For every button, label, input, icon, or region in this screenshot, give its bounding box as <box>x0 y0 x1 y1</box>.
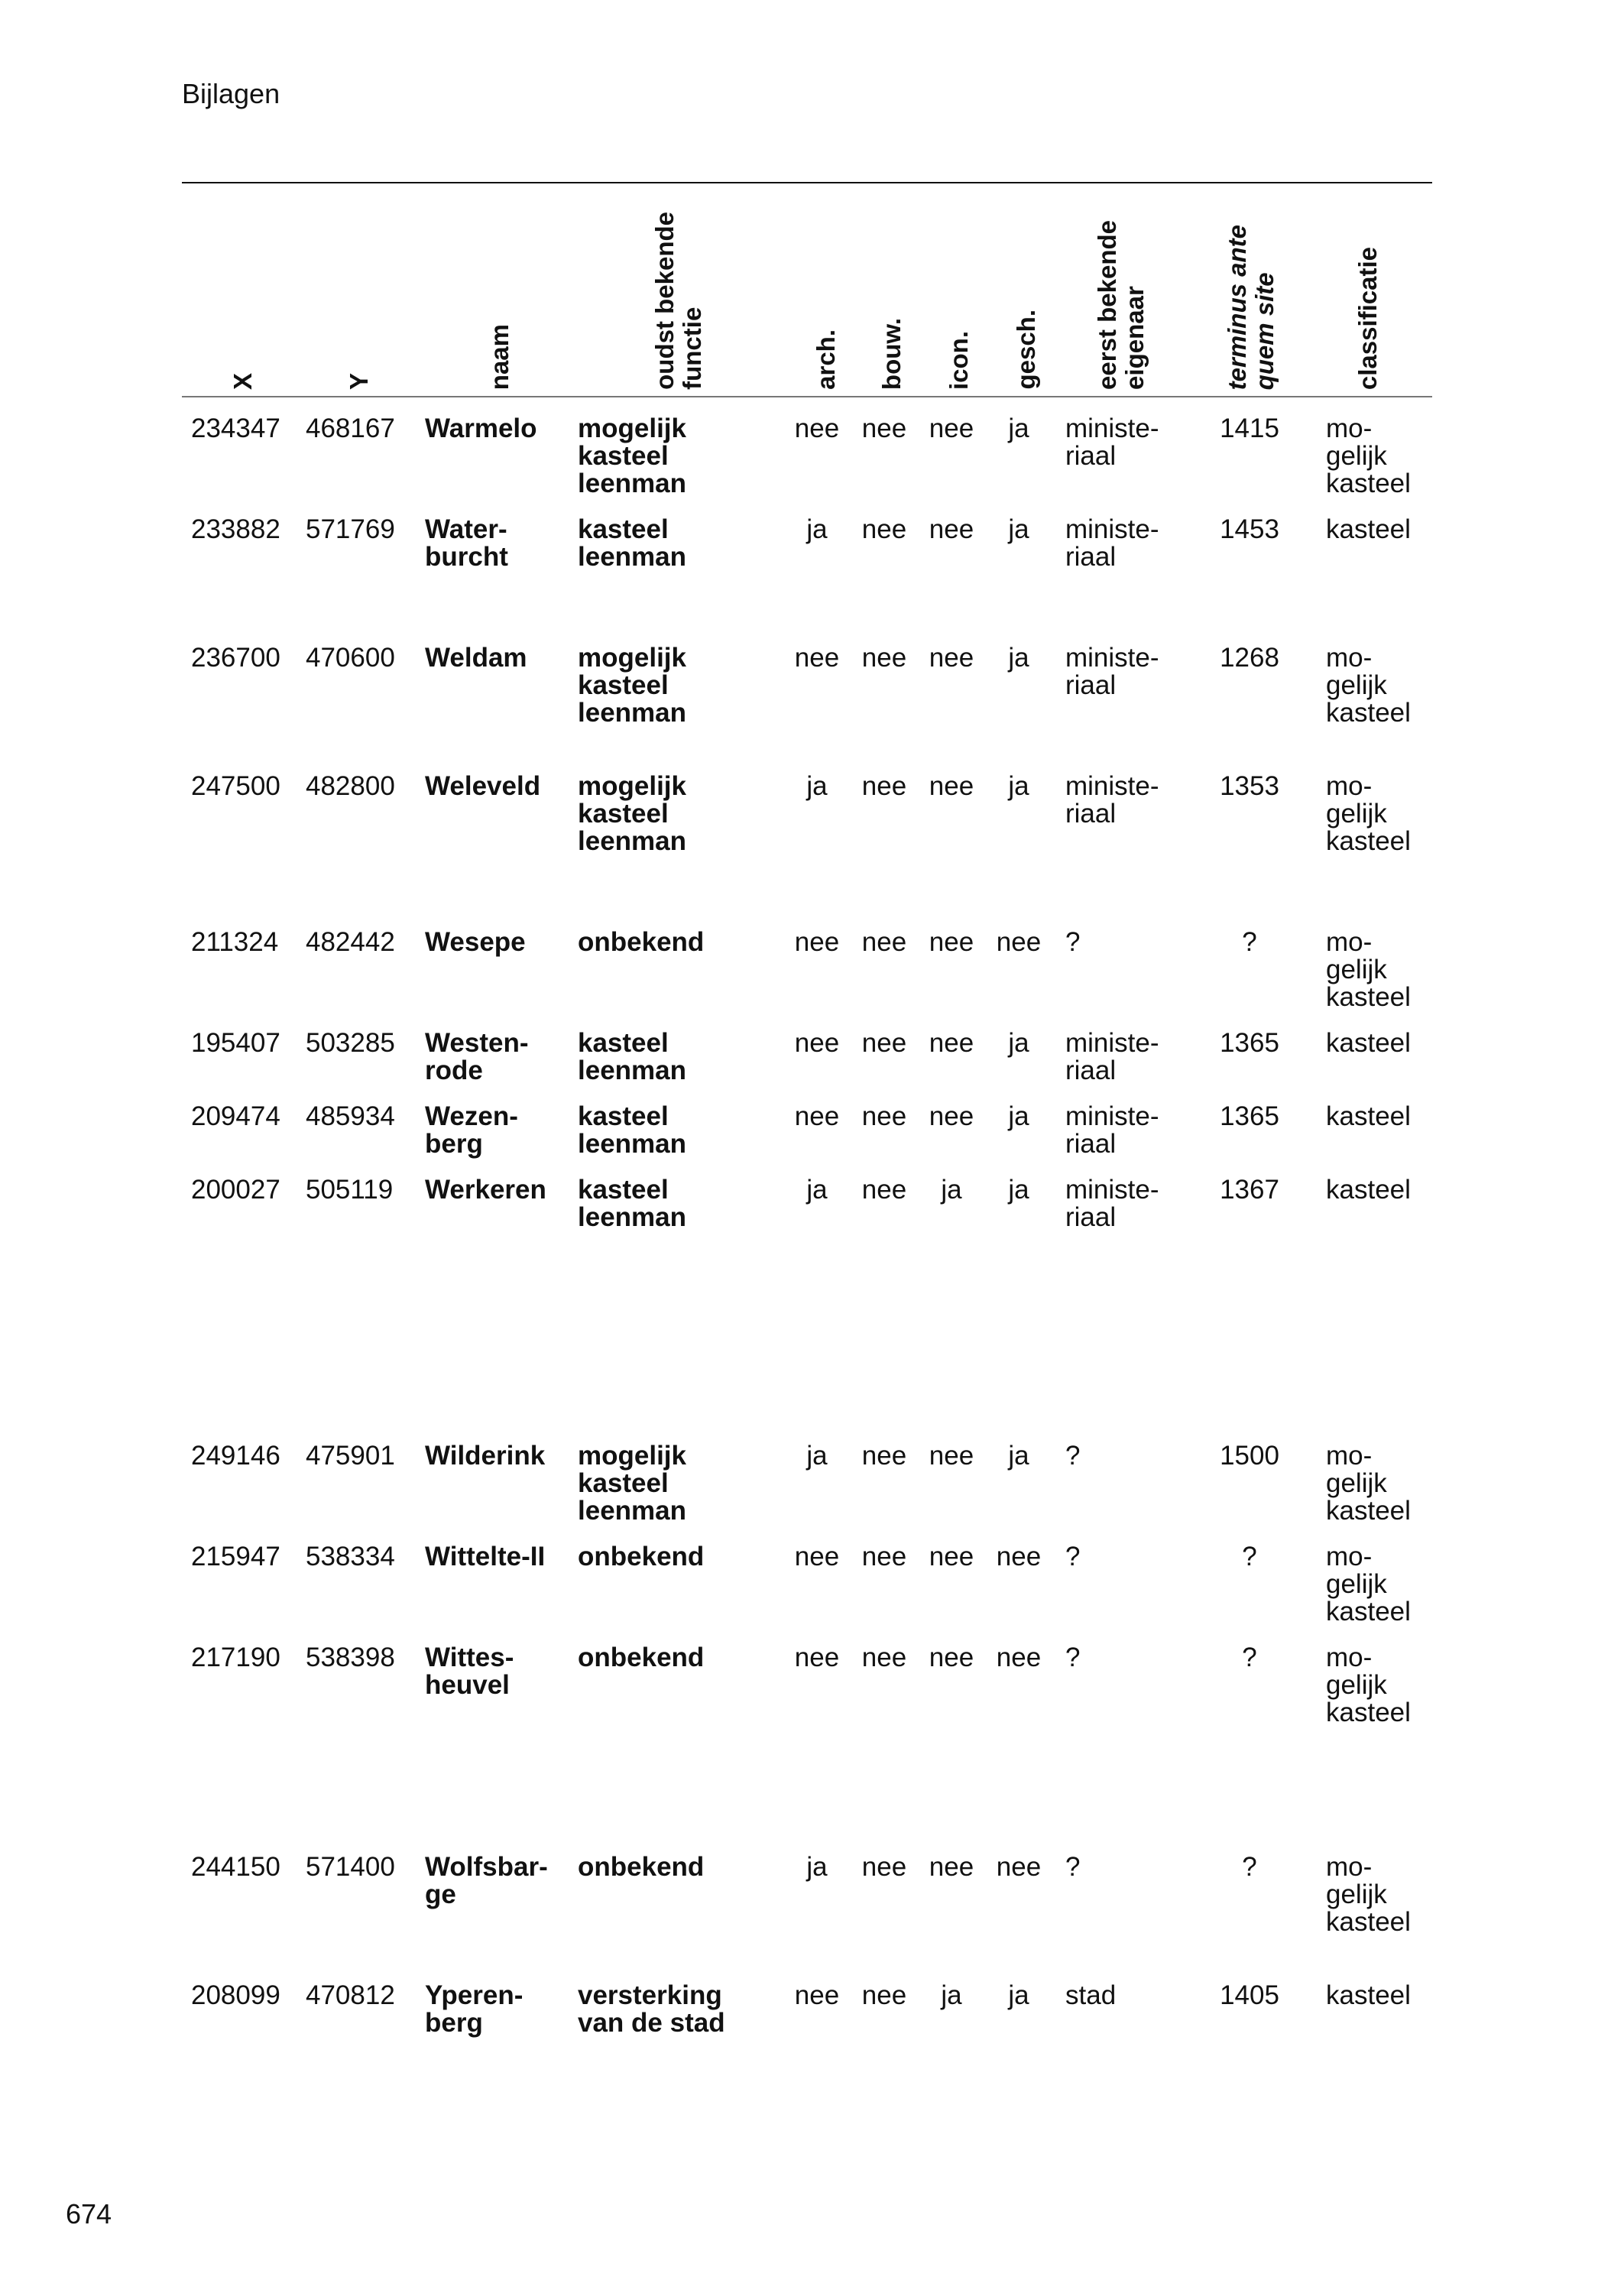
cell-icon: ja <box>941 1980 962 2010</box>
cell-classificatie: mo- gelijk kasteel <box>1326 771 1411 856</box>
cell-arch: nee <box>794 1028 840 1058</box>
cell-naam: Yperen- berg <box>425 1980 524 2038</box>
cell-functie: mogelijk kasteel leenman <box>578 771 686 856</box>
cell-icon: nee <box>929 414 974 443</box>
cell-classificatie: kasteel <box>1326 1175 1411 1205</box>
cell-naam: Wezen- berg <box>425 1101 518 1159</box>
cell-y: 538398 <box>306 1643 395 1672</box>
cell-y: 482800 <box>306 771 395 801</box>
cell-bouw: nee <box>861 1441 907 1471</box>
cell-x: 234347 <box>191 414 280 443</box>
cell-gesch: ja <box>1008 1101 1029 1131</box>
cell-arch: nee <box>794 643 840 673</box>
table-top-rule <box>182 182 1432 183</box>
header-bouw: bouw. <box>877 317 906 390</box>
cell-naam: Weleveld <box>425 771 541 801</box>
cell-terminus: 1365 <box>1220 1101 1279 1131</box>
cell-eigenaar: ministe- riaal <box>1065 1028 1159 1085</box>
cell-classificatie: mo- gelijk kasteel <box>1326 927 1411 1012</box>
cell-icon: nee <box>929 514 974 544</box>
header-gesch: gesch. <box>1012 310 1040 390</box>
cell-y: 475901 <box>306 1441 395 1471</box>
cell-naam: Warmelo <box>425 414 537 443</box>
cell-classificatie: kasteel <box>1326 1980 1411 2010</box>
cell-functie: kasteel leenman <box>578 1101 686 1159</box>
header-naam: naam <box>485 323 514 390</box>
cell-gesch: ja <box>1008 1175 1029 1205</box>
cell-bouw: nee <box>861 1643 907 1672</box>
cell-x: 249146 <box>191 1441 280 1471</box>
cell-eigenaar: ministe- riaal <box>1065 643 1159 700</box>
cell-functie: kasteel leenman <box>578 514 686 572</box>
cell-classificatie: mo- gelijk kasteel <box>1326 1852 1411 1937</box>
cell-bouw: nee <box>861 1542 907 1571</box>
cell-bouw: nee <box>861 1175 907 1205</box>
cell-gesch: nee <box>996 1542 1042 1571</box>
cell-eigenaar: ministe- riaal <box>1065 514 1159 572</box>
cell-eigenaar: ministe- riaal <box>1065 1175 1159 1232</box>
cell-icon: nee <box>929 927 974 957</box>
running-head: Bijlagen <box>182 78 280 109</box>
cell-y: 571769 <box>306 514 395 544</box>
header-arch: arch. <box>812 329 840 390</box>
cell-gesch: nee <box>996 927 1042 957</box>
cell-naam: Water- burcht <box>425 514 508 572</box>
cell-functie: versterking van de stad <box>578 1980 725 2038</box>
cell-gesch: nee <box>996 1643 1042 1672</box>
cell-arch: ja <box>806 1852 828 1882</box>
cell-gesch: ja <box>1008 1028 1029 1058</box>
cell-arch: ja <box>806 1441 828 1471</box>
cell-naam: Wesepe <box>425 927 526 957</box>
cell-naam: Westen- rode <box>425 1028 529 1085</box>
cell-naam: Werkeren <box>425 1175 546 1205</box>
cell-y: 538334 <box>306 1542 395 1571</box>
cell-terminus: 1353 <box>1220 771 1279 801</box>
cell-functie: mogelijk kasteel leenman <box>578 414 686 498</box>
cell-gesch: ja <box>1008 1980 1029 2010</box>
cell-classificatie: kasteel <box>1326 514 1411 544</box>
cell-x: 236700 <box>191 643 280 673</box>
cell-bouw: nee <box>861 643 907 673</box>
cell-naam: Wittelte-II <box>425 1542 546 1571</box>
cell-arch: nee <box>794 1101 840 1131</box>
header-bottom-rule <box>182 396 1432 397</box>
cell-bouw: nee <box>861 1101 907 1131</box>
cell-x: 217190 <box>191 1643 280 1672</box>
cell-arch: nee <box>794 1643 840 1672</box>
cell-bouw: nee <box>861 414 907 443</box>
cell-icon: nee <box>929 1441 974 1471</box>
cell-x: 195407 <box>191 1028 280 1058</box>
cell-y: 468167 <box>306 414 395 443</box>
cell-arch: nee <box>794 927 840 957</box>
cell-bouw: nee <box>861 1028 907 1058</box>
header-x: X <box>229 372 257 390</box>
cell-classificatie: mo- gelijk kasteel <box>1326 414 1411 498</box>
cell-eigenaar: ? <box>1065 1852 1081 1882</box>
header-icon: icon. <box>945 330 973 390</box>
cell-arch: ja <box>806 514 828 544</box>
cell-icon: nee <box>929 1101 974 1131</box>
header-eigenaar: eerst bekende eigenaar <box>1093 220 1149 390</box>
cell-terminus: 1500 <box>1220 1441 1279 1471</box>
cell-y: 482442 <box>306 927 395 957</box>
cell-y: 571400 <box>306 1852 395 1882</box>
cell-eigenaar: stad <box>1065 1980 1117 2010</box>
cell-naam: Weldam <box>425 643 527 673</box>
cell-terminus: ? <box>1242 927 1257 957</box>
cell-functie: mogelijk kasteel leenman <box>578 643 686 728</box>
cell-functie: onbekend <box>578 927 705 957</box>
header-terminus: terminus ante quem site <box>1223 224 1279 390</box>
cell-bouw: nee <box>861 771 907 801</box>
cell-classificatie: mo- gelijk kasteel <box>1326 1542 1411 1627</box>
cell-gesch: ja <box>1008 514 1029 544</box>
cell-x: 233882 <box>191 514 280 544</box>
cell-y: 470600 <box>306 643 395 673</box>
cell-y: 470812 <box>306 1980 395 2010</box>
cell-gesch: ja <box>1008 1441 1029 1471</box>
cell-functie: onbekend <box>578 1852 705 1882</box>
cell-icon: nee <box>929 771 974 801</box>
cell-x: 211324 <box>191 927 279 957</box>
cell-arch: ja <box>806 1175 828 1205</box>
cell-arch: ja <box>806 771 828 801</box>
cell-eigenaar: ? <box>1065 1643 1081 1672</box>
cell-classificatie: kasteel <box>1326 1028 1411 1058</box>
cell-terminus: ? <box>1242 1852 1257 1882</box>
cell-y: 503285 <box>306 1028 395 1058</box>
cell-naam: Wittes- heuvel <box>425 1643 514 1700</box>
cell-naam: Wilderink <box>425 1441 546 1471</box>
page-number: 674 <box>66 2198 112 2230</box>
header-functie: oudst bekende functie <box>650 212 706 390</box>
cell-terminus: 1405 <box>1220 1980 1279 2010</box>
cell-classificatie: mo- gelijk kasteel <box>1326 1643 1411 1727</box>
cell-eigenaar: ministe- riaal <box>1065 1101 1159 1159</box>
cell-eigenaar: ministe- riaal <box>1065 771 1159 829</box>
cell-functie: onbekend <box>578 1542 705 1571</box>
cell-bouw: nee <box>861 1852 907 1882</box>
cell-terminus: 1415 <box>1220 414 1279 443</box>
cell-arch: nee <box>794 1542 840 1571</box>
header-classificatie: classificatie <box>1353 246 1382 390</box>
cell-gesch: ja <box>1008 771 1029 801</box>
cell-arch: nee <box>794 1980 840 2010</box>
cell-terminus: 1453 <box>1220 514 1279 544</box>
cell-functie: kasteel leenman <box>578 1028 686 1085</box>
cell-functie: kasteel leenman <box>578 1175 686 1232</box>
cell-eigenaar: ? <box>1065 1542 1081 1571</box>
cell-classificatie: mo- gelijk kasteel <box>1326 643 1411 728</box>
cell-x: 215947 <box>191 1542 280 1571</box>
cell-eigenaar: ministe- riaal <box>1065 414 1159 471</box>
cell-y: 505119 <box>306 1175 394 1205</box>
cell-classificatie: mo- gelijk kasteel <box>1326 1441 1411 1526</box>
cell-classificatie: kasteel <box>1326 1101 1411 1131</box>
cell-eigenaar: ? <box>1065 1441 1081 1471</box>
cell-eigenaar: ? <box>1065 927 1081 957</box>
cell-icon: nee <box>929 1028 974 1058</box>
cell-gesch: ja <box>1008 643 1029 673</box>
cell-icon: nee <box>929 1852 974 1882</box>
header-y: Y <box>345 372 373 390</box>
cell-terminus: 1367 <box>1220 1175 1279 1205</box>
cell-gesch: nee <box>996 1852 1042 1882</box>
cell-icon: nee <box>929 1643 974 1672</box>
cell-bouw: nee <box>861 1980 907 2010</box>
cell-terminus: 1268 <box>1220 643 1279 673</box>
cell-x: 247500 <box>191 771 280 801</box>
cell-naam: Wolfsbar- ge <box>425 1852 548 1909</box>
cell-x: 244150 <box>191 1852 280 1882</box>
cell-terminus: 1365 <box>1220 1028 1279 1058</box>
cell-functie: onbekend <box>578 1643 705 1672</box>
cell-x: 209474 <box>191 1101 280 1131</box>
cell-y: 485934 <box>306 1101 395 1131</box>
cell-arch: nee <box>794 414 840 443</box>
cell-icon: ja <box>941 1175 962 1205</box>
cell-icon: nee <box>929 1542 974 1571</box>
cell-icon: nee <box>929 643 974 673</box>
cell-terminus: ? <box>1242 1643 1257 1672</box>
cell-bouw: nee <box>861 514 907 544</box>
cell-x: 200027 <box>191 1175 280 1205</box>
cell-functie: mogelijk kasteel leenman <box>578 1441 686 1526</box>
cell-bouw: nee <box>861 927 907 957</box>
cell-x: 208099 <box>191 1980 280 2010</box>
cell-terminus: ? <box>1242 1542 1257 1571</box>
cell-gesch: ja <box>1008 414 1029 443</box>
